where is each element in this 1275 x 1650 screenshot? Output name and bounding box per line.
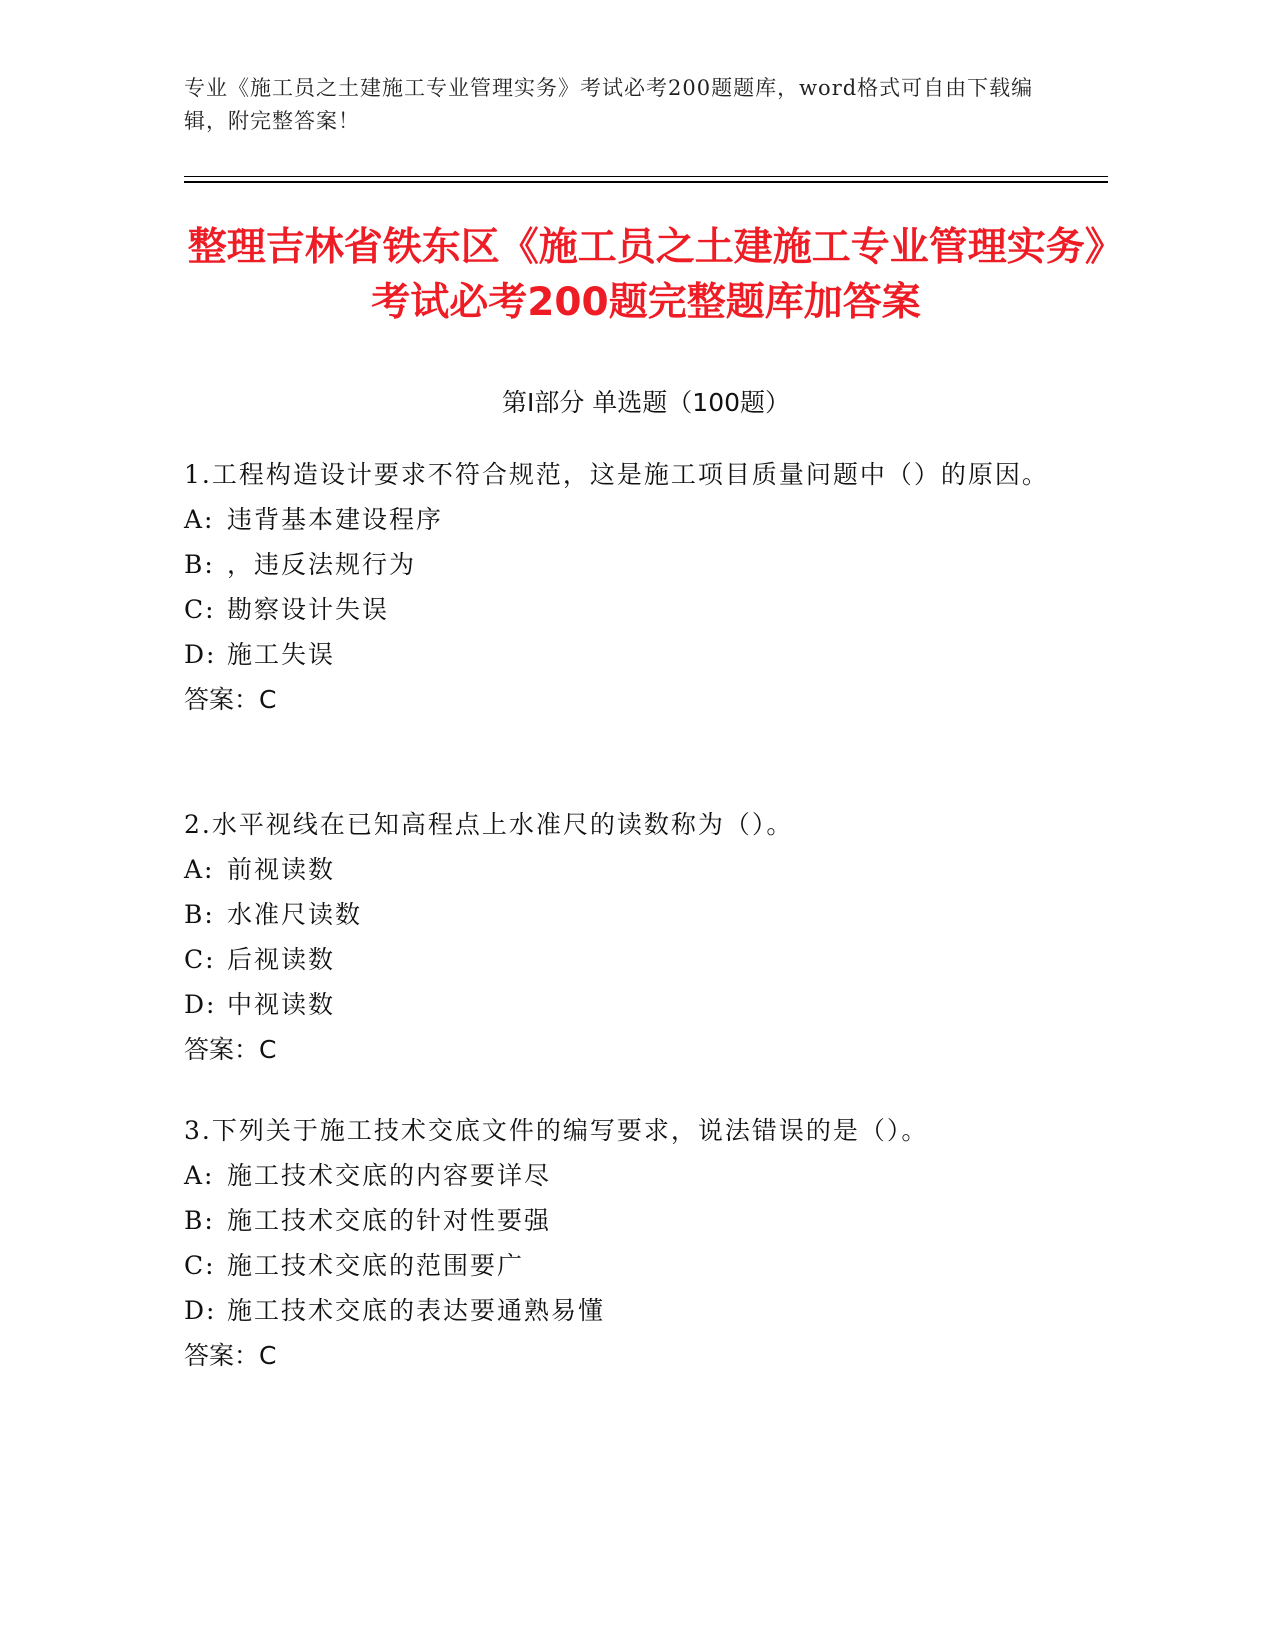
option-key: C: <box>184 1251 216 1280</box>
answer: 答案：C <box>184 1035 277 1064</box>
option-d <box>184 632 1064 677</box>
option-text: 前视读数 <box>227 855 336 884</box>
header-divider-thick <box>184 181 1108 183</box>
option-key: C: <box>184 945 216 974</box>
section-heading: 第I部分 单选题（100题） <box>501 388 791 417</box>
option-key: A: <box>184 1161 215 1190</box>
question-2 <box>184 802 1064 1072</box>
question-stem: 2.水平视线在已知高程点上水准尺的读数称为（）。 <box>184 810 794 839</box>
question-3 <box>184 1108 1064 1378</box>
option-text: 中视读数 <box>227 990 336 1019</box>
option-key: B: <box>184 1206 215 1235</box>
option-text: 水准尺读数 <box>227 900 363 929</box>
option-key: D: <box>184 1296 217 1325</box>
option-key: A: <box>184 505 215 534</box>
option-b <box>184 542 1064 587</box>
document-title: 整理吉林省铁东区《施工员之土建施工专业管理实务》考试必考200题完整题库加答案 <box>187 225 1105 325</box>
option-text: 施工技术交底的内容要详尽 <box>227 1161 552 1190</box>
question-stem: 3.下列关于施工技术交底文件的编写要求，说法错误的是（）。 <box>184 1116 929 1145</box>
option-text: 施工技术交底的表达要通熟易懂 <box>227 1296 606 1325</box>
answer: 答案：C <box>184 685 277 714</box>
question-1 <box>184 452 1064 722</box>
option-text: 后视读数 <box>227 945 336 974</box>
option-c <box>184 587 1064 632</box>
option-text: 勘察设计失误 <box>227 595 390 624</box>
option-b <box>184 892 1064 937</box>
option-a <box>184 847 1064 892</box>
option-text: 违背基本建设程序 <box>227 505 444 534</box>
answer: 答案：C <box>184 1341 277 1370</box>
option-text: ，违反法规行为 <box>227 550 417 579</box>
option-text: 施工技术交底的针对性要强 <box>227 1206 552 1235</box>
option-key: D: <box>184 990 217 1019</box>
question-stem: 1.工程构造设计要求不符合规范，这是施工项目质量问题中（）的原因。 <box>184 460 1049 489</box>
option-key: A: <box>184 855 215 884</box>
option-a <box>184 1153 1064 1198</box>
option-key: B: <box>184 550 215 579</box>
option-text: 施工失误 <box>227 640 336 669</box>
option-text: 施工技术交底的范围要广 <box>227 1251 525 1280</box>
option-c <box>184 937 1064 982</box>
header-note: 专业《施工员之土建施工专业管理实务》考试必考200题题库，word格式可自由下载编辑，附完整答案！ <box>184 76 1034 133</box>
header-divider-thin <box>184 176 1108 177</box>
option-key: C: <box>184 595 216 624</box>
option-d <box>184 1288 1064 1333</box>
option-a <box>184 497 1064 542</box>
option-key: D: <box>184 640 217 669</box>
option-b <box>184 1198 1064 1243</box>
option-d <box>184 982 1064 1027</box>
option-key: B: <box>184 900 215 929</box>
option-c <box>184 1243 1064 1288</box>
